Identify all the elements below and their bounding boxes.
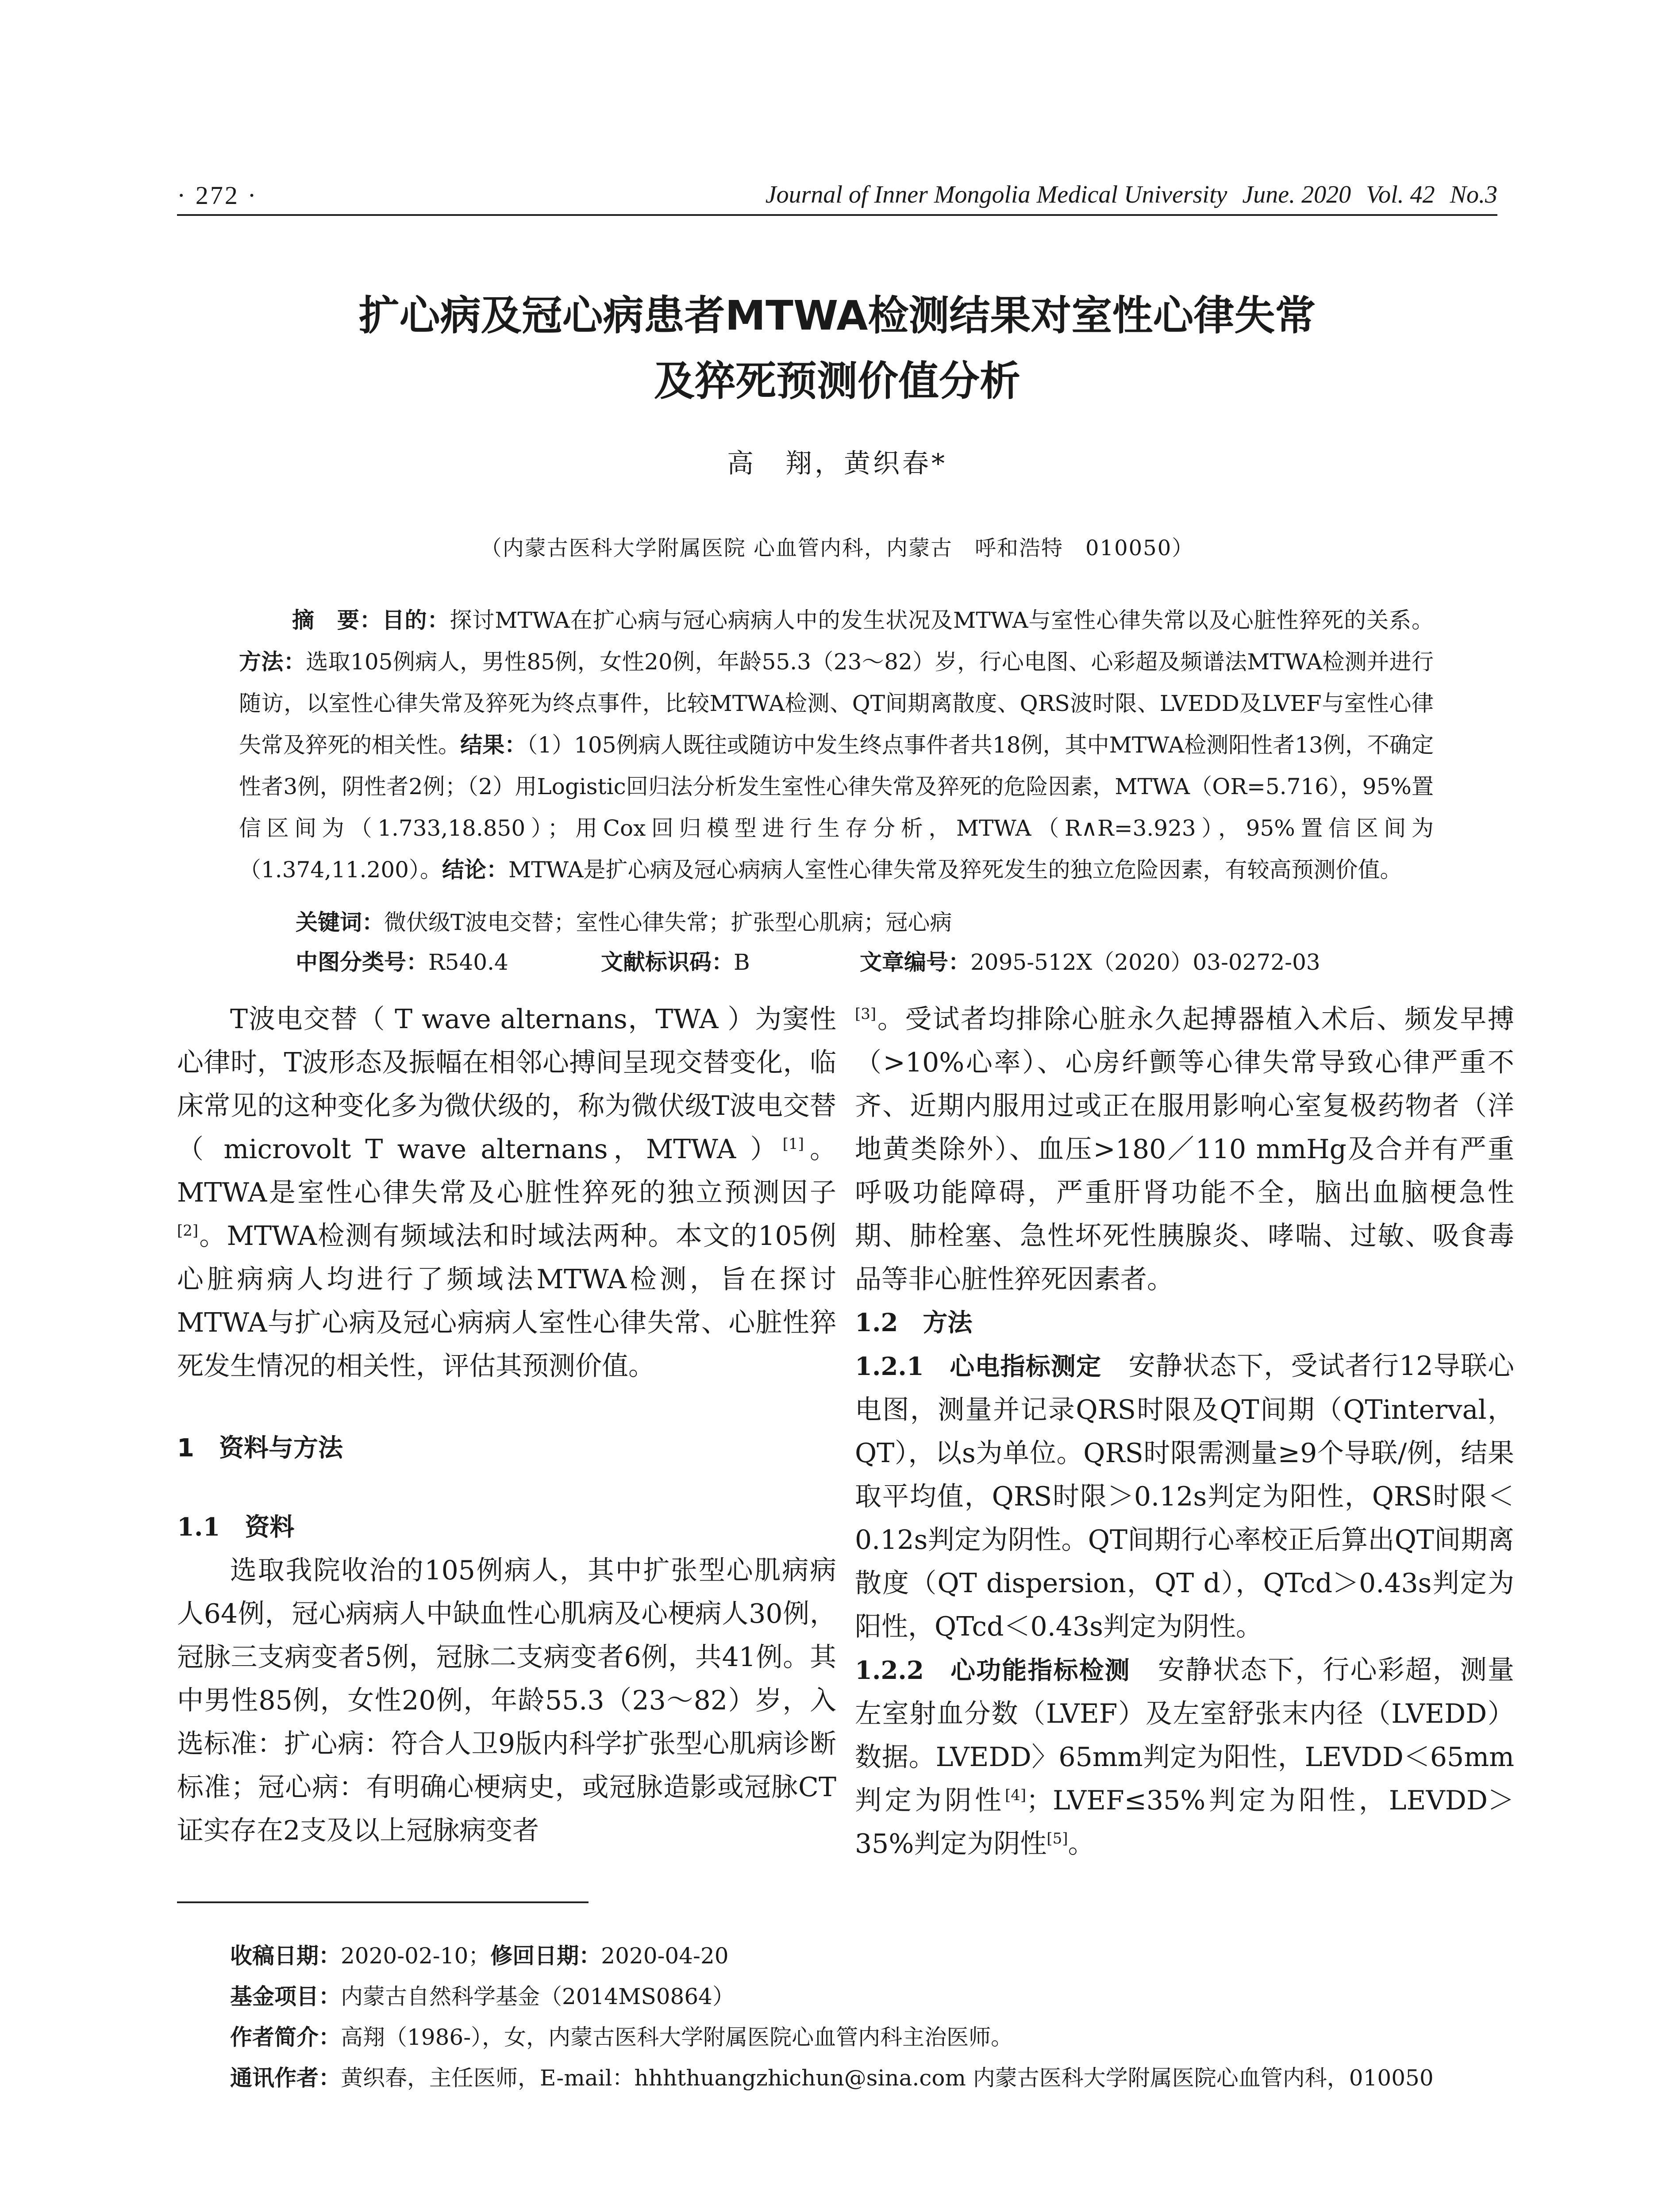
revised-label: 修回日期： [490,1943,601,1969]
left-column [177,998,836,1852]
issue-date: June. 2020 [1242,181,1351,208]
subsection-1-2-1-label: 1.2.1 心电指标测定 [855,1352,1102,1381]
footnote-correspondence [230,2058,1434,2098]
journal-name: Journal of Inner Mongolia Medical University [765,181,1227,208]
clc-label: 中图分类号： [296,949,428,975]
clc-value: R540.4 [428,949,508,975]
document-code [601,945,750,976]
abstract-label: 摘 要： [292,607,382,633]
received-date: 2020-02-10； [341,1943,491,1969]
correspondence-label: 通讯作者： [230,2065,341,2091]
cardiac-text-a: 安静状态下，行心彩超，测量左室射血分数（LVEF）及左室舒张末内径（LVEDD）数据。LVEDD〉65mm判定为阳性，LEVDD＜65mm判定为阴性 [855,1655,1515,1816]
section-heading-1-1: 1.1 资料 [177,1513,295,1542]
doc-code-value: B [734,949,750,975]
title-line-1: 扩心病及冠心病患者MTWA检测结果对室性心律失常 [358,292,1316,339]
clc-number [296,945,508,976]
citation-4: [4] [1004,1786,1027,1804]
article-number [860,945,1320,976]
cardiac-text-b: ；LVEF≤35%判定为阳性，LEVDD＞35%判定为阴性 [855,1785,1514,1859]
volume: Vol. 42 [1366,181,1435,208]
author-bio-label: 作者简介： [230,2024,341,2050]
footnote-rule [177,1901,589,1903]
conclusion-label: 结论： [442,856,508,883]
footnote-dates [230,1936,1434,1976]
running-head [766,180,1497,209]
doc-code-label: 文献标识码： [601,949,734,975]
material-text-a: 选取我院收治的105例病人，其中扩张型心肌病病人64例，冠心病病人中缺血性心肌病及心梗病人30例，冠脉三支病变者5例，冠脉二支病变者6例，共41例。其中男性85例，女性20例，年龄55.3（23～82）岁，入选标准：扩心病：符合人卫9版内科学扩张型心肌病诊断标准；冠心病：有明确心梗病史，或冠脉造影或冠脉CT证实存在2支及以上冠脉病变者 [177,1555,836,1846]
material-text-b: 。受试者均排除心脏永久起搏器植入术后、频发早搏（>10%心率）、心房纤颤等心律失常导致心律严重不齐、近期内服用过或正在服用影响心室复极药物者（洋地黄类除外）、血压>180／110 mmHg及合并有严重呼吸功能障碍，严重肝肾功能不全，脑出血脑梗急性期、肺栓塞、急性坏死性胰腺炎、哮喘、过敏、吸食毒品等非心脏性猝死因素者。 [855,1004,1514,1295]
footnote-author [230,2017,1434,2058]
results-text: （1）105例病人既往或随访中发生终点事件者共18例，其中MTWA检测阳性者13例，不确定性者3例，阴性者2例；（2）用Logistic回归法分析发生室性心律失常及猝死的危险因素，MTWA（OR=5.716），95%置信区间为（1.733,18.850）；用Cox回归模型进行生存分析，MTWA（R∧R=3.923），95%置信区间为（1.374,11.200）。 [239,732,1434,883]
results-label: 结果： [460,732,527,758]
cardiac-function-paragraph [855,1648,1514,1866]
intro-text-c: 。MTWA检测有频域法和时域法两种。本文的105例心脏病病人均进行了频域法MTWA检测，旨在探讨MTWA与扩心病及冠心病病人室性心律失常、心脏性猝死发生情况的相关性，评估其预测价值。 [177,1221,836,1382]
intro-paragraph [177,998,836,1388]
footnote-fund [230,1976,1434,2017]
cardiac-text-c: 。 [1068,1828,1095,1859]
article-number-label: 文章编号： [860,949,970,975]
author-bio-text: 高翔（1986-），女，内蒙古医科大学附属医院心血管内科主治医师。 [341,2024,1013,2050]
conclusion-text: MTWA是扩心病及冠心病病人室性心律失常及猝死发生的独立危险因素，有较高预测价值。 [508,857,1402,883]
methods-text: 选取105例病人，男性85例，女性20例，年龄55.3（23～82）岁，行心电图、心彩超及频谱法MTWA检测并进行随访，以室性心律失常及猝死为终点事件，比较MTWA检测、QT间期离散度、QRS波时限、LVEDD及LVEF与室性心律失常及猝死的相关性。 [239,649,1434,758]
header-rule [177,214,1497,216]
intro-text-a: T波电交替（ T wave alternans，TWA ）为窦性心律时，T波形态及振幅在相邻心搏间呈现交替变化，临床常见的这种变化多为微伏级的，称为微伏级T波电交替（ microvolt T wave alternans，MTWA ） [177,1004,836,1165]
ecg-paragraph [855,1344,1514,1648]
citation-5: [5] [1046,1830,1068,1847]
keywords [296,905,952,937]
received-label: 收稿日期： [230,1943,341,1969]
fund-label: 基金项目： [230,1984,341,2009]
citation-2: [2] [177,1222,199,1240]
article-number-value: 2095-512X（2020）03-0272-03 [970,949,1320,975]
intro-text-b: 。MTWA是室性心律失常及心脏性猝死的独立预测因子 [177,1134,836,1208]
section-heading-1: 1 资料与方法 [177,1434,343,1463]
title-line-2: 及猝死预测价值分析 [654,357,1020,405]
article-title [177,283,1497,414]
page-number: · 272 · [177,181,258,210]
fund-text: 内蒙古自然科学基金（2014MS0864） [341,1984,735,2009]
citation-1: [1] [782,1135,804,1153]
material-paragraph [177,1549,836,1852]
subsection-1-2-2-label: 1.2.2 心功能指标检测 [855,1656,1131,1685]
ecg-text: 安静状态下，受试者行12导联心电图，测量并记录QRS时限及QT间期（QTinterval，QT），以s为单位。QRS时限需测量≥9个导联/例，结果取平均值，QRS时限＞0.12s判定为阳性，QRS时限＜0.12s判定为阴性。QT间期行心率校正后算出QT间期离散度（QT dispersion，QT d），QTcd＞0.43s判定为阳性，QTcd＜0.43s判定为阴性。 [855,1351,1515,1642]
correspondence-text: 黄织春，主任医师，E-mail：hhhthuangzhichun@sina.com 内蒙古医科大学附属医院心血管内科，010050 [341,2065,1434,2091]
citation-3: [3] [855,1005,877,1023]
methods-label: 方法： [239,649,306,675]
revised-date: 2020-04-20 [601,1943,729,1969]
objective-label: 目的： [382,607,450,633]
keywords-text: 微伏级T波电交替；室性心律失常；扩张型心肌病；冠心病 [384,910,952,935]
authors: 高 翔，黄织春* [727,448,947,479]
abstract [239,599,1434,891]
right-column [855,998,1514,1866]
issue-number: No.3 [1450,181,1497,208]
keywords-label: 关键词： [296,910,384,935]
material-continued [855,998,1514,1301]
footnotes [230,1936,1434,2098]
objective-text: 探讨MTWA在扩心病与冠心病病人中的发生状况及MTWA与室性心律失常以及心脏性猝死的关系。 [450,607,1434,633]
affiliation: （内蒙古医科大学附属医院 心血管内科，内蒙古 呼和浩特 010050） [480,536,1194,561]
section-heading-1-2: 1.2 方法 [855,1308,973,1337]
